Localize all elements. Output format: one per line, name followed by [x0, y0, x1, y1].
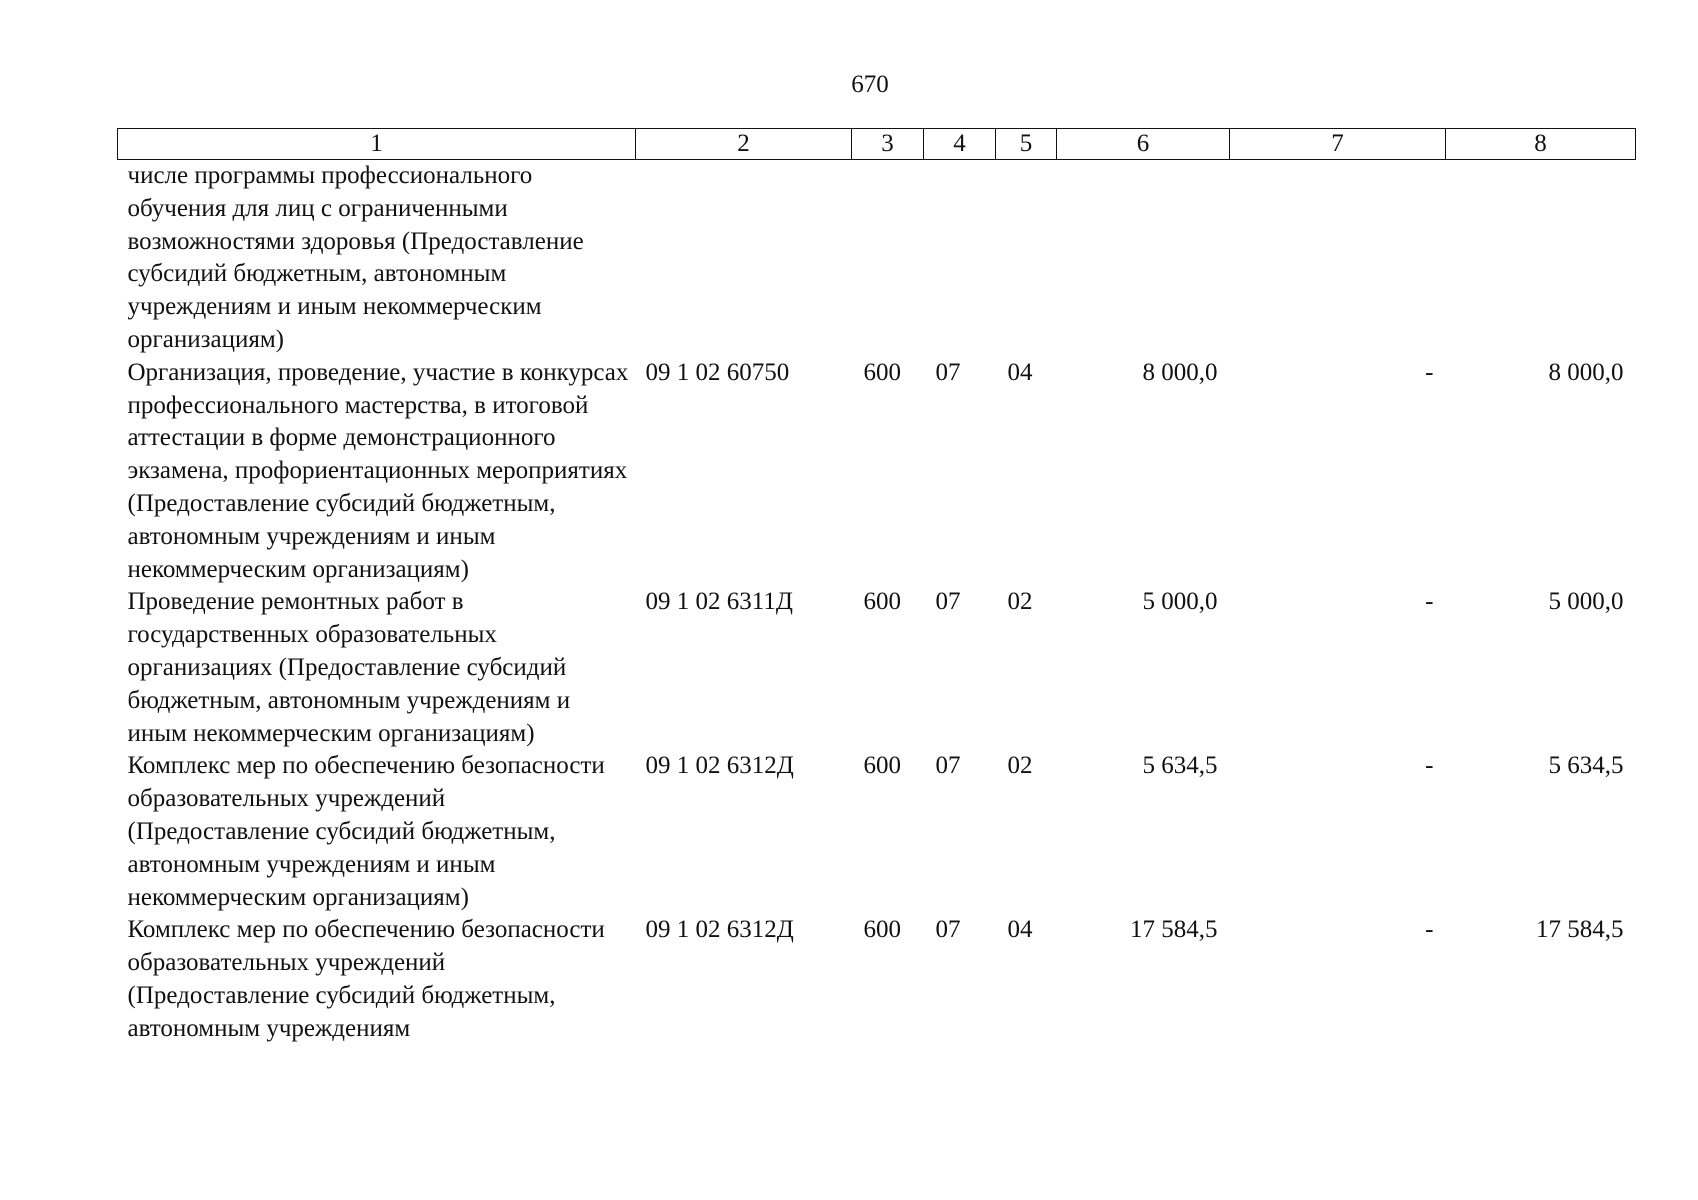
column-header-7: 7 [1230, 129, 1446, 160]
row-subsection: 02 [1007, 752, 1033, 780]
row-expense-type: 600 [863, 752, 901, 780]
row-expense-type [852, 160, 924, 357]
row-subsection: 02 [1007, 588, 1033, 616]
budget-table-container [117, 128, 1635, 1046]
row-section: 07 [935, 916, 961, 944]
page-number: 670 [851, 71, 889, 98]
row-amount-8: 17 584,5 [1536, 916, 1624, 944]
row-description: числе программы профессионального обучения для лиц с ограниченными возможностями здоровья (Предоставление субсидий бюджетным, автономным учреждениям и иным некоммерческим организациям) [127, 162, 584, 353]
row-amount-7: - [1425, 358, 1434, 386]
row-target-code [636, 160, 852, 357]
row-expense-type: 600 [863, 916, 901, 944]
row-subsection [996, 160, 1057, 357]
row-amount-7: - [1425, 588, 1434, 616]
row-amount-6: 5 634,5 [1142, 752, 1218, 780]
row-subsection: 04 [1007, 358, 1033, 386]
row-target-code: 09 1 02 6312Д [645, 752, 794, 780]
table-row [118, 357, 1636, 587]
row-description: Комплекс мер по обеспечению безопасности образовательных учреждений (Предоставление субсидий бюджетным, автономным учреждениям [127, 916, 605, 1042]
row-amount-7: - [1425, 752, 1434, 780]
column-header-1: 1 [118, 129, 636, 160]
row-expense-type: 600 [863, 588, 901, 616]
row-section: 07 [935, 752, 961, 780]
row-amount-8 [1446, 160, 1636, 357]
row-subsection: 04 [1007, 916, 1033, 944]
budget-table [117, 128, 1636, 1046]
table-row [118, 750, 1636, 914]
column-number-row [118, 129, 1636, 160]
table-row [118, 160, 1636, 357]
row-amount-7 [1230, 160, 1446, 357]
row-amount-8: 5 634,5 [1548, 752, 1624, 780]
row-amount-7: - [1425, 916, 1434, 944]
row-description: Проведение ремонтных работ в государственных образовательных организациях (Предоставление субсидий бюджетным, автономным учреждениям и иным некоммерческим организациям) [127, 588, 571, 747]
row-amount-6: 8 000,0 [1142, 358, 1218, 386]
column-header-6: 6 [1057, 129, 1230, 160]
row-amount-6 [1057, 160, 1230, 357]
row-target-code: 09 1 02 6311Д [645, 588, 793, 616]
row-section: 07 [935, 588, 961, 616]
row-expense-type: 600 [863, 358, 901, 386]
row-amount-8: 8 000,0 [1548, 358, 1624, 386]
column-header-4: 4 [924, 129, 996, 160]
table-row [118, 586, 1636, 750]
row-description: Организация, проведение, участие в конкурсах профессионального мастерства, в итоговой аттестации в форме демонстрационного экзамена, профориентационных мероприятиях (Предоставление субсидий бюджетным, автономным учреждениям и иным некоммерческим организациям) [127, 358, 629, 583]
row-amount-6: 17 584,5 [1130, 916, 1218, 944]
column-header-2: 2 [636, 129, 852, 160]
row-target-code: 09 1 02 6312Д [645, 916, 794, 944]
table-row [118, 914, 1636, 1045]
row-description: Комплекс мер по обеспечению безопасности образовательных учреждений (Предоставление субсидий бюджетным, автономным учреждениям и иным некоммерческим организациям) [127, 752, 605, 911]
column-header-3: 3 [852, 129, 924, 160]
row-amount-6: 5 000,0 [1142, 588, 1218, 616]
row-amount-8: 5 000,0 [1548, 588, 1624, 616]
row-section: 07 [935, 358, 961, 386]
column-header-5: 5 [996, 129, 1057, 160]
row-target-code: 09 1 02 60750 [645, 358, 790, 386]
row-section [924, 160, 996, 357]
column-header-8: 8 [1446, 129, 1636, 160]
